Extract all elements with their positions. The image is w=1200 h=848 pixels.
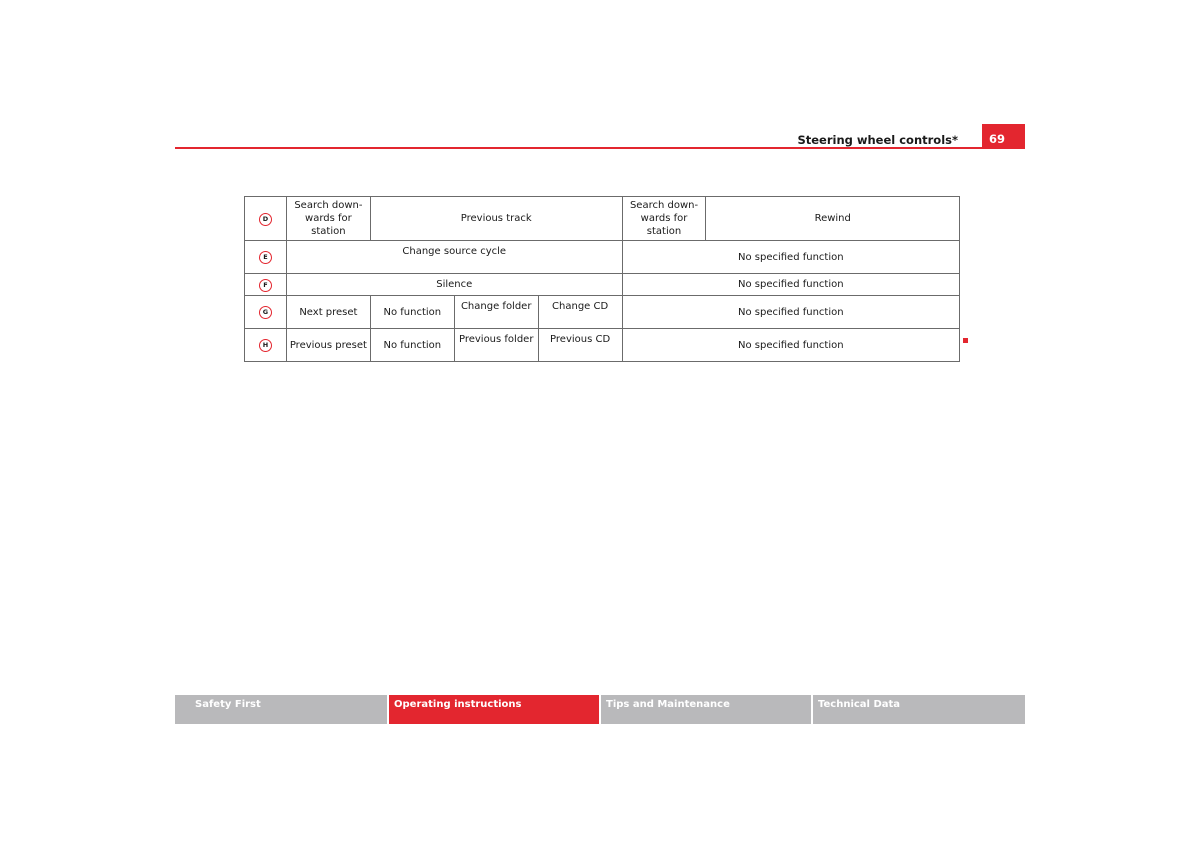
footer-tab-safety-first[interactable]: Safety First: [175, 695, 387, 724]
table-cell: Previous preset: [286, 329, 370, 362]
marker-g: G: [259, 306, 272, 319]
row-marker-cell: [245, 296, 287, 329]
table-cell: Next preset: [286, 296, 370, 329]
table-row: [245, 197, 960, 241]
marker-f: F: [259, 279, 272, 292]
marker-d: D: [259, 213, 272, 226]
table-cell: Change source cycle: [286, 241, 622, 274]
table-cell: Change CD: [538, 296, 622, 329]
footer-tab-tips-and-maintenance[interactable]: Tips and Maintenance: [601, 695, 811, 724]
table-cell: Previous folder: [454, 329, 538, 362]
marker-h: H: [259, 339, 272, 352]
table-cell: No function: [370, 329, 454, 362]
section-end-marker: [963, 338, 968, 343]
section-title: Steering wheel controls*: [797, 133, 958, 147]
footer-tab-technical-data[interactable]: Technical Data: [813, 695, 1025, 724]
row-marker-cell: [245, 241, 287, 274]
table-cell: Search down- wards for station: [622, 197, 706, 241]
table-cell: Previous CD: [538, 329, 622, 362]
table-cell: No specified function: [622, 241, 959, 274]
table-cell: Silence: [286, 274, 622, 296]
table-row: [245, 329, 960, 362]
marker-e: E: [259, 251, 272, 264]
header-rule: [175, 147, 1025, 149]
table-cell: Rewind: [706, 197, 960, 241]
table-cell: No specified function: [622, 274, 959, 296]
table-cell: Change folder: [454, 296, 538, 329]
footer-nav: [175, 695, 1025, 724]
footer-tab-operating-instructions[interactable]: Operating instructions: [389, 695, 599, 724]
table-cell: No function: [370, 296, 454, 329]
table-cell: No specified function: [622, 296, 959, 329]
table-row: [245, 296, 960, 329]
table-cell: No specified function: [622, 329, 959, 362]
table-cell: Search down- wards for station: [286, 197, 370, 241]
row-marker-cell: [245, 329, 287, 362]
table-row: [245, 241, 960, 274]
row-marker-cell: [245, 274, 287, 296]
page-number: 69: [982, 124, 1025, 148]
controls-table: [244, 196, 960, 362]
table-cell: Previous track: [370, 197, 622, 241]
row-marker-cell: [245, 197, 287, 241]
table-row: [245, 274, 960, 296]
